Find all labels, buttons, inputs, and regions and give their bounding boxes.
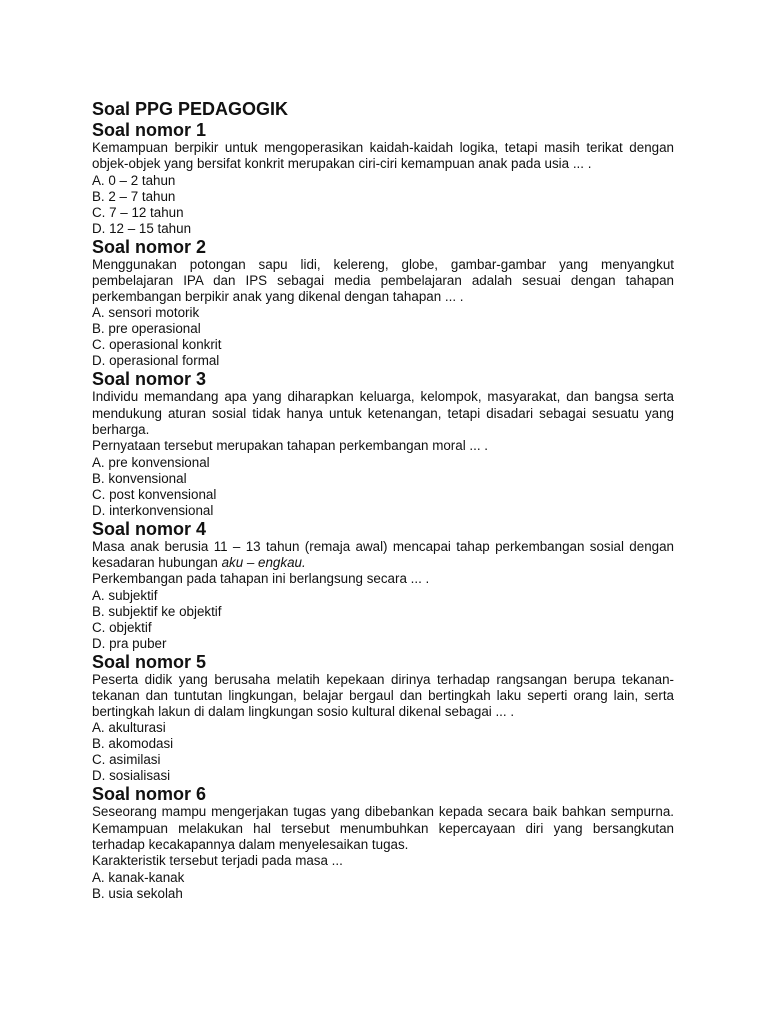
- answer-option: C. operasional konkrit: [92, 337, 222, 353]
- question-heading: Soal nomor 2: [92, 236, 207, 257]
- answer-option: C. post konvensional: [92, 486, 217, 502]
- document-title: Soal PPG PEDAGOGIK: [92, 99, 289, 119]
- question-3: [92, 369, 674, 518]
- answer-option: B. akomodasi: [92, 736, 174, 752]
- question-prompt: Perkembangan pada tahapan ini berlangsung secara ... .: [92, 571, 430, 587]
- question-text: [92, 539, 674, 572]
- answer-option: D. operasional formal: [92, 353, 220, 369]
- answer-option: A. pre konvensional: [92, 454, 210, 470]
- question-text: Individu memandang apa yang diharapkan keluarga, kelompok, masyarakat, dan bangsa serta mendukung aturan sosial tidak hanya untuk ketenangan, tetapi disadari sebagai sesuatu yang berharga.: [92, 389, 674, 438]
- answer-option: D. pra puber: [92, 635, 167, 651]
- question-text-italic: aku – engkau.: [221, 554, 306, 570]
- answer-option: A. sensori motorik: [92, 305, 200, 321]
- question-heading: Soal nomor 3: [92, 369, 207, 390]
- question-prompt: Karakteristik tersebut terjadi pada masa ...: [92, 853, 343, 869]
- answer-option: D. 12 – 15 tahun: [92, 220, 192, 236]
- question-4: [92, 519, 674, 652]
- question-text: Menggunakan potongan sapu lidi, kelereng, globe, gambar-gambar yang menyangkut pembelajaran IPA dan IPS sebagai media pembelajaran adalah sesuai dengan tahapan perkembangan berpikir anak yang dikenal dengan tahapan ... .: [92, 256, 674, 305]
- answer-option: B. subjektif ke objektif: [92, 603, 222, 619]
- answer-option: A. 0 – 2 tahun: [92, 172, 176, 188]
- question-text-main: Masa anak berusia 11 – 13 tahun (remaja awal) mencapai tahap perkembangan sosial dengan kesadaran hubungan: [92, 538, 674, 570]
- question-heading: Soal nomor 6: [92, 784, 207, 805]
- question-prompt: Pernyataan tersebut merupakan tahapan perkembangan moral ... .: [92, 438, 489, 454]
- answer-option: A. subjektif: [92, 587, 158, 603]
- answer-option: A. akulturasi: [92, 720, 166, 736]
- answer-option: C. 7 – 12 tahun: [92, 204, 184, 220]
- question-heading: Soal nomor 1: [92, 120, 207, 140]
- answer-option: A. kanak-kanak: [92, 869, 185, 885]
- answer-option: B. usia sekolah: [92, 885, 183, 901]
- question-text: Seseorang mampu mengerjakan tugas yang dibebankan kepada secara baik bahkan sempurna. Kemampuan melakukan hal tersebut menumbuhkan kepercayaan diri yang bersangkutan terhadap kecakapannya dalam menyelesaikan tugas.: [92, 804, 674, 853]
- answer-option: B. 2 – 7 tahun: [92, 188, 176, 204]
- question-2: [92, 237, 674, 370]
- question-text: Peserta didik yang berusaha melatih kepekaan dirinya terhadap rangsangan berupa tekanan-tekanan dan tuntutan lingkungan, belajar bergaul dan bertingkah laku seperti orang lain, serta bertingkah lakun di dalam lingkungan sosio kultural dikenal sebagai ... .: [92, 671, 674, 720]
- question-heading: Soal nomor 4: [92, 518, 207, 539]
- document-page: [92, 98, 674, 902]
- answer-option: D. sosialisasi: [92, 768, 171, 784]
- answer-option: B. konvensional: [92, 470, 187, 486]
- question-text: Kemampuan berpikir untuk mengoperasikan kaidah-kaidah logika, tetapi masih terikat dengan objek-objek yang bersifat konkrit merupakan ciri-ciri kemampuan anak pada usia ... .: [92, 140, 674, 172]
- answer-option: D. interkonvensional: [92, 502, 214, 518]
- question-heading: Soal nomor 5: [92, 651, 207, 672]
- question-1: [92, 120, 674, 237]
- question-5: [92, 652, 674, 785]
- answer-option: C. asimilasi: [92, 752, 161, 768]
- question-6: [92, 784, 674, 901]
- answer-option: B. pre operasional: [92, 321, 201, 337]
- answer-option: C. objektif: [92, 619, 152, 635]
